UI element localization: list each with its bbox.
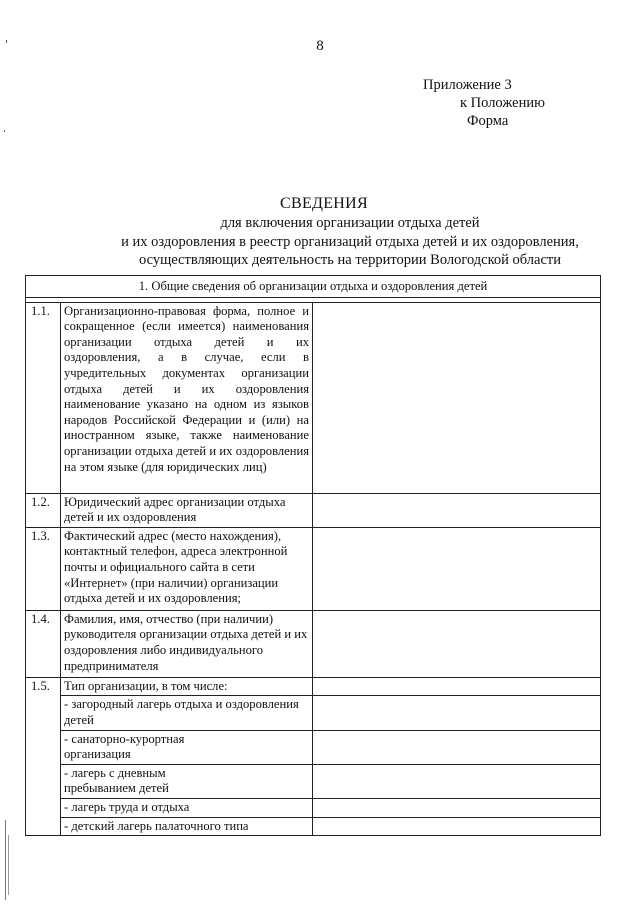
document-title: СВЕДЕНИЯ — [280, 195, 368, 212]
row-description: Юридический адрес организации отдыха детей и их оздоровления — [61, 493, 313, 527]
table-row — [26, 677, 601, 696]
table-row — [26, 493, 601, 527]
subtitle-line-1: для включения организации отдыха детей — [220, 215, 480, 231]
scan-artifact — [6, 40, 7, 43]
row-value-field[interactable] — [313, 493, 601, 527]
row-number: 1.2. — [26, 493, 61, 527]
form-label: Форма — [467, 113, 509, 129]
subtitle-line-3: осуществляющих деятельность на территории Вологодской области — [138, 252, 562, 268]
subtype-row — [26, 798, 601, 817]
row-value-field[interactable] — [313, 527, 601, 610]
page-number: 8 — [316, 38, 324, 54]
row-number: 1.3. — [26, 527, 61, 610]
subtype-label: - лагерь с дневным пребыванием детей — [61, 764, 313, 798]
scan-artifact — [8, 835, 9, 895]
annex-label: Приложение 3 — [423, 77, 512, 93]
subtype-value-field[interactable] — [313, 730, 601, 764]
section-heading: 1. Общие сведения об организации отдыха и оздоровления детей — [26, 276, 601, 298]
row-description: Организационно-правовая форма, полное и сокращенное (если имеется) наименования организации отдыха детей и их оздоровления, а в случае, если в учредительных документах организации отдыха детей и их оздоровления наименование указано на одном из языков народов Российской Федерации и (или) на иностранном языке, также наименование организации отдыха детей и их оздоровления на этом языке (для юридических лиц) — [61, 302, 313, 493]
row-description: Фактический адрес (место нахождения), контактный телефон, адреса электронной почты и официального сайта в сети «Интернет» (при наличии) организации отдыха детей и их оздоровления; — [61, 527, 313, 610]
scan-artifact — [5, 820, 6, 900]
table-row — [26, 610, 601, 677]
row-value-field[interactable] — [313, 610, 601, 677]
subtype-row — [26, 696, 601, 730]
table-row — [26, 302, 601, 493]
subtype-row — [26, 730, 601, 764]
subtitle-line-2: и их оздоровления в реестр организаций отдыха детей и их оздоровления, — [121, 233, 579, 250]
table-row — [26, 527, 601, 610]
row-description: Тип организации, в том числе: — [61, 677, 313, 696]
subtype-label: - лагерь труда и отдыха — [61, 798, 313, 817]
subtype-row — [26, 817, 601, 836]
row-value-field[interactable] — [313, 302, 601, 493]
subtype-value-field[interactable] — [313, 798, 601, 817]
row-number: 1.1. — [26, 302, 61, 493]
subtype-label: - загородный лагерь отдыха и оздоровления детей — [61, 696, 313, 730]
subtype-label: - санаторно-курортная организация — [61, 730, 313, 764]
row-value-field[interactable] — [313, 677, 601, 696]
subtype-value-field[interactable] — [313, 764, 601, 798]
scan-artifact — [4, 130, 5, 132]
registry-form-table — [25, 275, 601, 836]
subtype-label: - детский лагерь палаточного типа — [61, 817, 313, 836]
subtype-value-field[interactable] — [313, 696, 601, 730]
annex-reference: к Положению — [460, 95, 545, 111]
document-subtitle — [60, 214, 640, 270]
subtype-value-field[interactable] — [313, 817, 601, 836]
section-heading-row — [26, 276, 601, 298]
row-number: 1.4. — [26, 610, 61, 677]
subtype-row — [26, 764, 601, 798]
row-number: 1.5. — [26, 677, 61, 835]
row-description: Фамилия, имя, отчество (при наличии) руководителя организации отдыха детей и их оздоровления либо индивидуального предпринимателя — [61, 610, 313, 677]
